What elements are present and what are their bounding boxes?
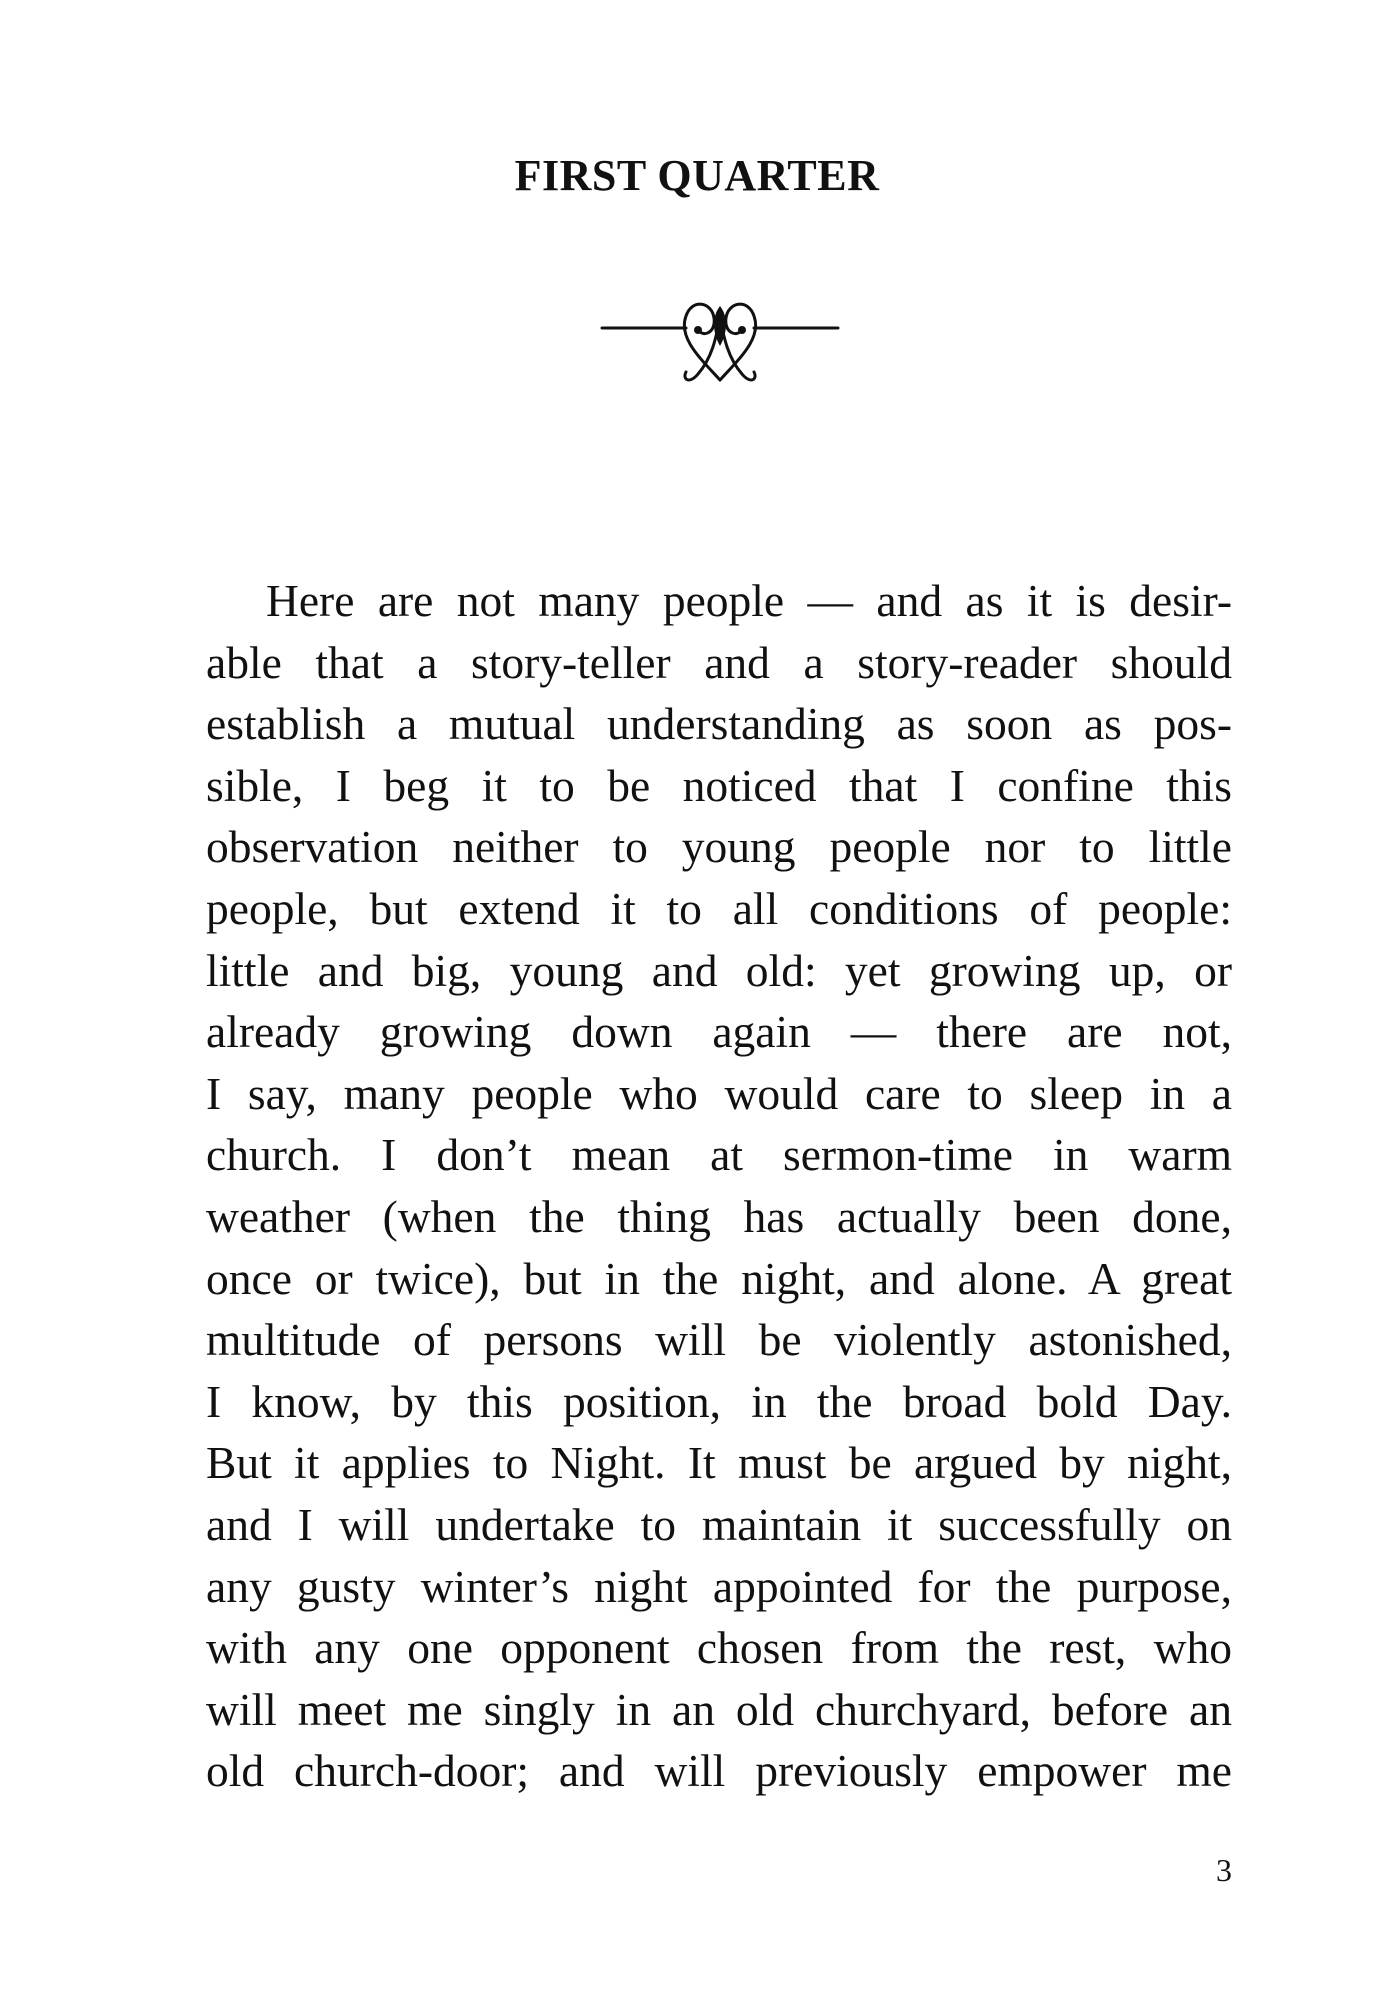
text-line: observation neither to young people nor to little <box>206 821 1232 873</box>
text-line: will meet me singly in an old churchyard, before an <box>206 1683 1232 1735</box>
text-line: establish a mutual understanding as soon as pos- <box>206 698 1232 750</box>
text-line: able that a story-teller and a story-reader should <box>206 636 1232 688</box>
text-line: weather (when the thing has actually been done, <box>206 1190 1232 1242</box>
text-line: multitude of persons will be violently astonished, <box>206 1314 1232 1366</box>
text-line: with any one opponent chosen from the rest, who <box>206 1622 1232 1674</box>
text-line: and I will undertake to maintain it successfully on <box>206 1498 1232 1550</box>
text-line: sible, I beg it to be noticed that I confine this <box>206 759 1232 811</box>
text-line: already growing down again — there are not, <box>206 1006 1232 1058</box>
text-line: I know, by this position, in the broad bold Day. <box>206 1375 1232 1427</box>
text-line: any gusty winter’s night appointed for the purpose, <box>206 1560 1232 1612</box>
text-line: old church-door; and will previously empower me <box>206 1745 1232 1797</box>
body-paragraph <box>206 570 1232 1802</box>
chapter-heading: FIRST QUARTER <box>514 151 880 200</box>
page-number: 3 <box>1216 1852 1232 1888</box>
text-line: people, but extend it to all conditions of people: <box>206 882 1232 934</box>
text-line: little and big, young and old: yet growing up, or <box>206 944 1232 996</box>
text-line: I say, many people who would care to sleep in a <box>206 1067 1232 1119</box>
text-line: But it applies to Night. It must be argued by night, <box>206 1437 1232 1489</box>
text-line: church. I don’t mean at sermon-time in warm <box>206 1129 1232 1181</box>
fleuron-ornament-icon <box>600 288 840 398</box>
text-line: once or twice), but in the night, and alone. A great <box>206 1252 1232 1304</box>
text-line: Here are not many people — and as it is desir- <box>266 575 1232 626</box>
